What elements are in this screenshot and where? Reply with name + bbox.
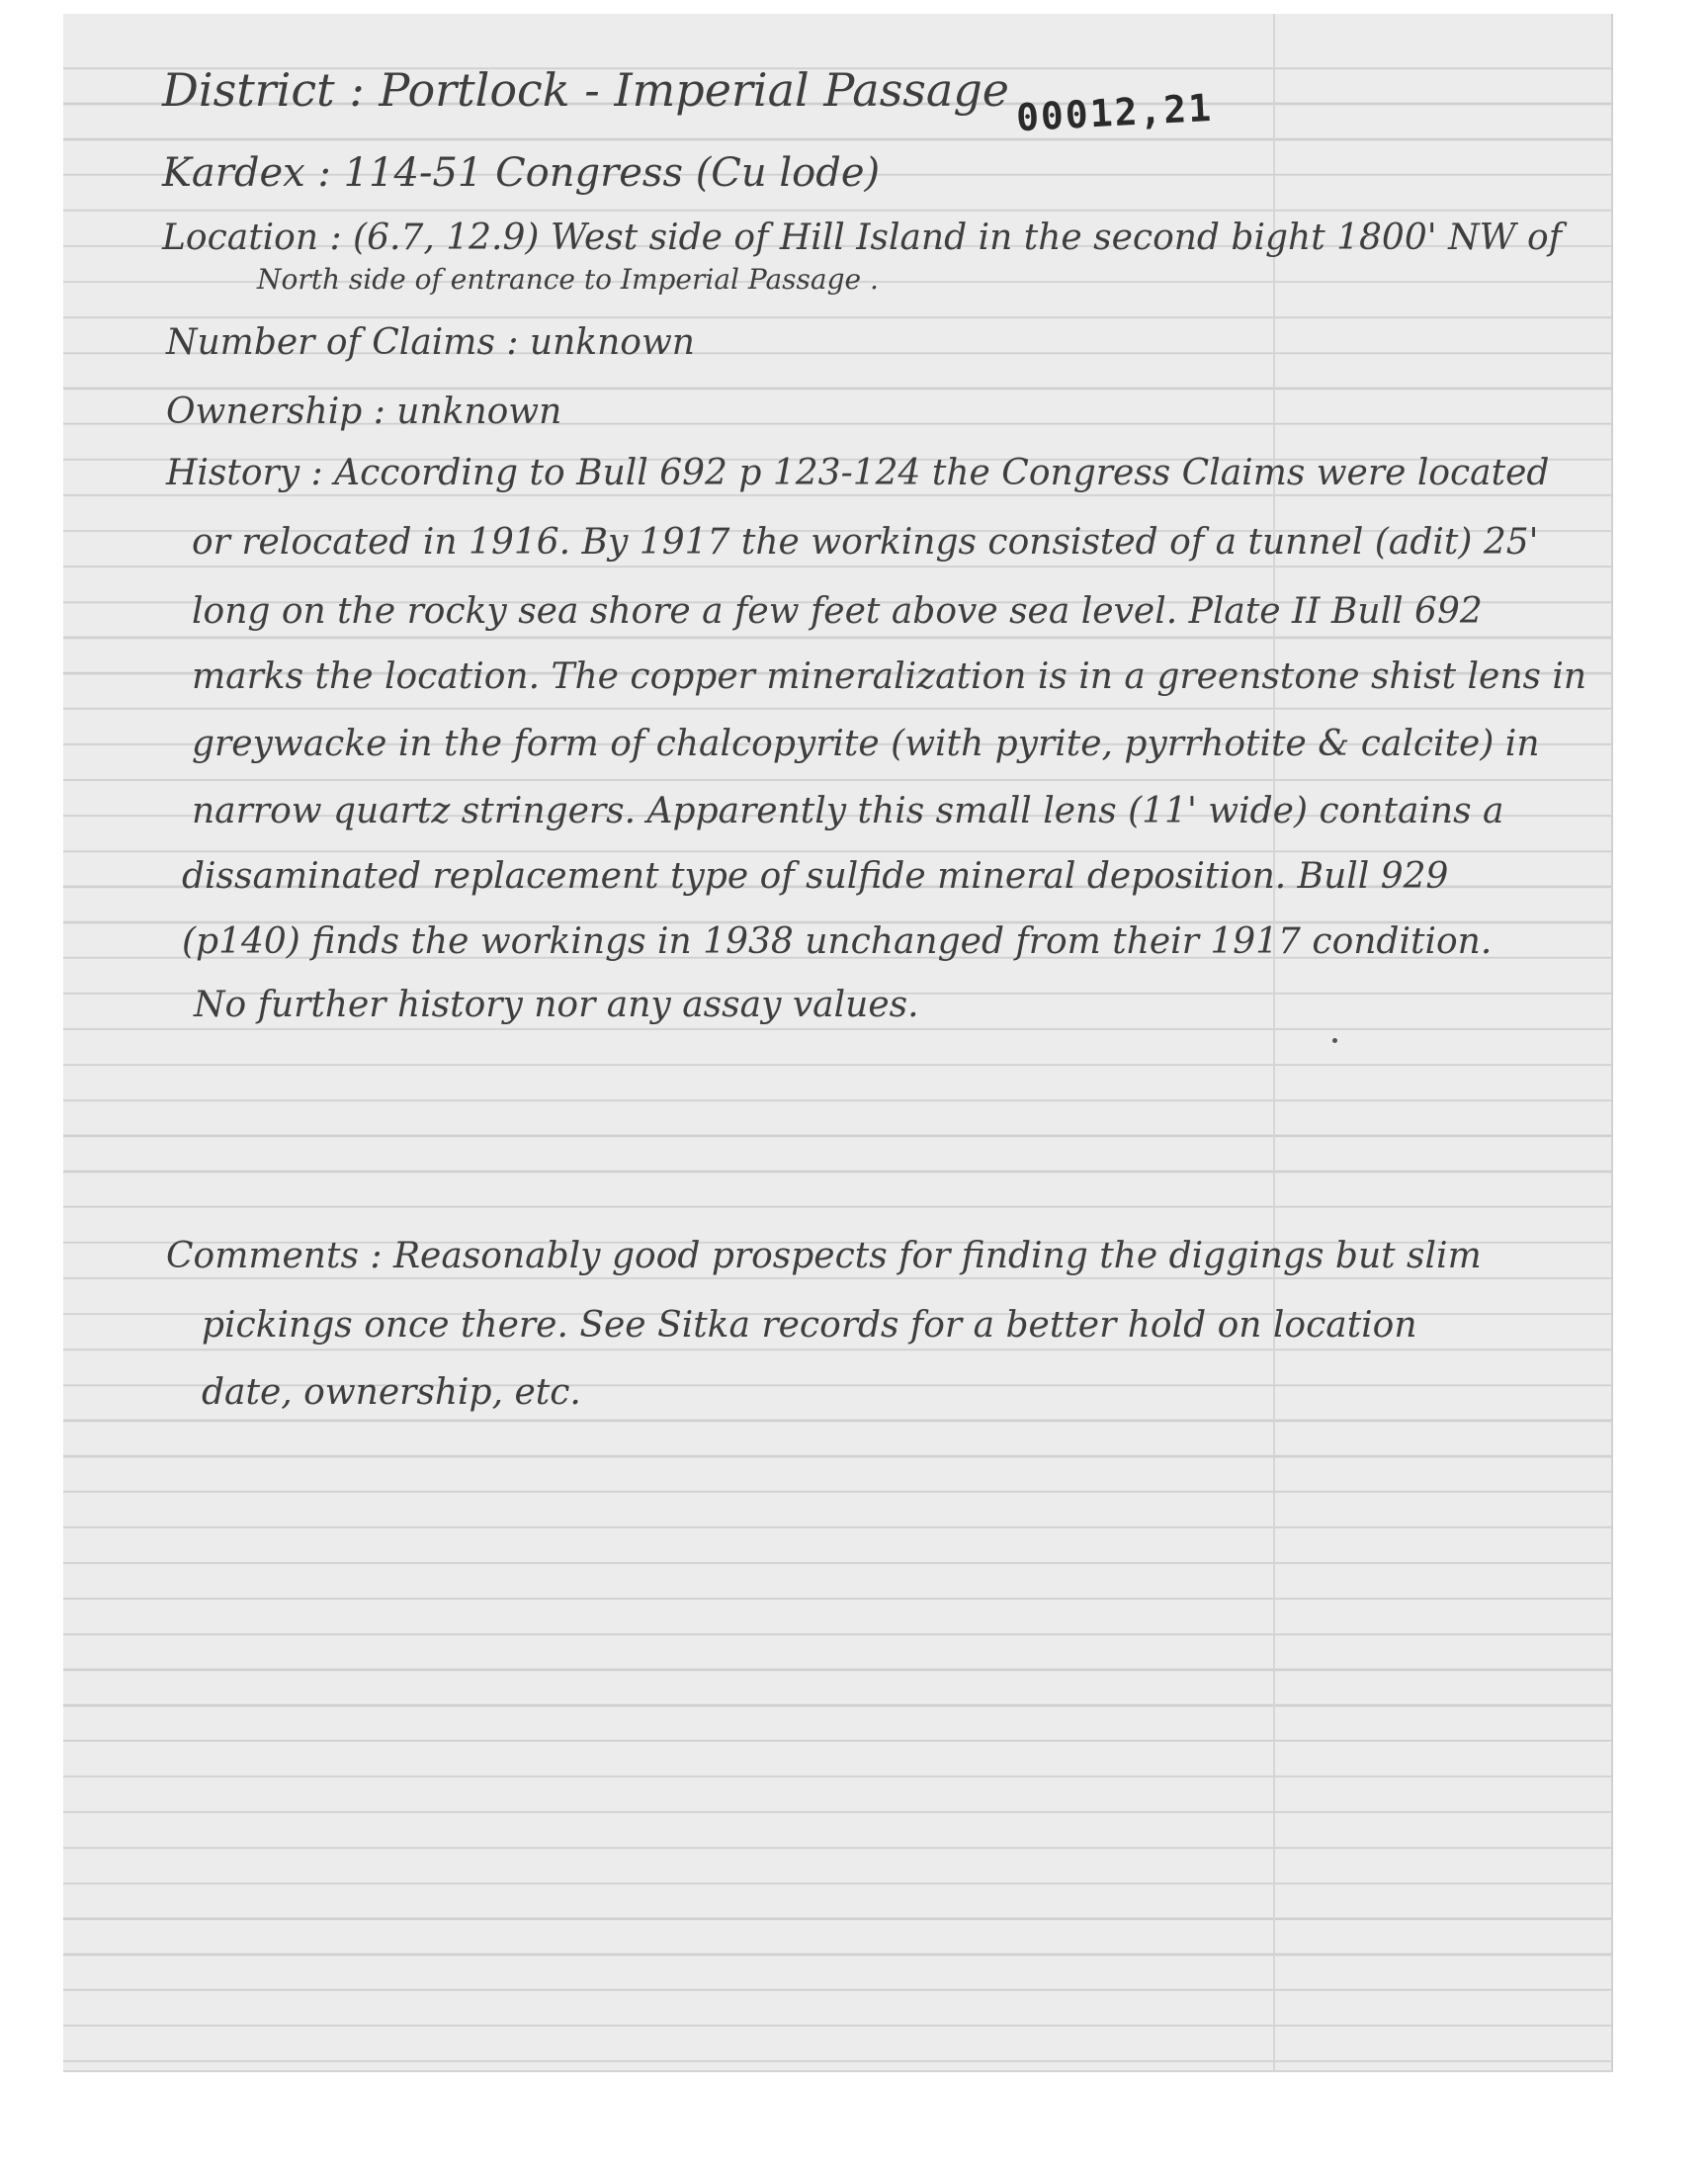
location-line-continued: North side of entrance to Imperial Passage . — [257, 263, 879, 296]
notebook-page — [63, 14, 1613, 2072]
history-line: or relocated in 1916. By 1917 the workings consisted of a tunnel (adit) 25' — [192, 522, 1539, 563]
district-line: District : Portlock - Imperial Passage — [162, 63, 1009, 117]
history-line: greywacke in the form of chalcopyrite (with pyrite, pyrrhotite & calcite) in — [192, 724, 1540, 764]
document-number-stamp: 00012,21 — [1014, 85, 1215, 140]
history-line: long on the rocky sea shore a few feet above sea level. Plate II Bull 692 — [192, 591, 1483, 632]
comments-line: pickings once there. See Sitka records for a better hold on location — [202, 1305, 1417, 1346]
margin-rule — [1273, 14, 1275, 2070]
comments-line: Comments : Reasonably good prospects for finding the diggings but slim — [166, 1236, 1482, 1276]
ownership-line: Ownership : unknown — [166, 392, 562, 432]
history-line: No further history nor any assay values. — [194, 985, 919, 1025]
location-line: Location : (6.7, 12.9) West side of Hill Island in the second bight 1800' NW of — [162, 218, 1563, 258]
ink-dot — [1332, 1038, 1337, 1043]
history-line: dissaminated replacement type of sulfide mineral deposition. Bull 929 — [182, 856, 1449, 897]
history-line: (p140) finds the workings in 1938 unchanged from their 1917 condition. — [182, 921, 1493, 962]
claims-line: Number of Claims : unknown — [166, 322, 695, 363]
kardex-line: Kardex : 114-51 Congress (Cu lode) — [162, 150, 881, 196]
history-line: narrow quartz stringers. Apparently this small lens (11' wide) contains a — [192, 791, 1504, 831]
history-line: marks the location. The copper mineralization is in a greenstone shist lens in — [192, 656, 1587, 697]
history-line: History : According to Bull 692 p 123-124 the Congress Claims were located — [166, 453, 1550, 493]
comments-line: date, ownership, etc. — [202, 1372, 581, 1413]
